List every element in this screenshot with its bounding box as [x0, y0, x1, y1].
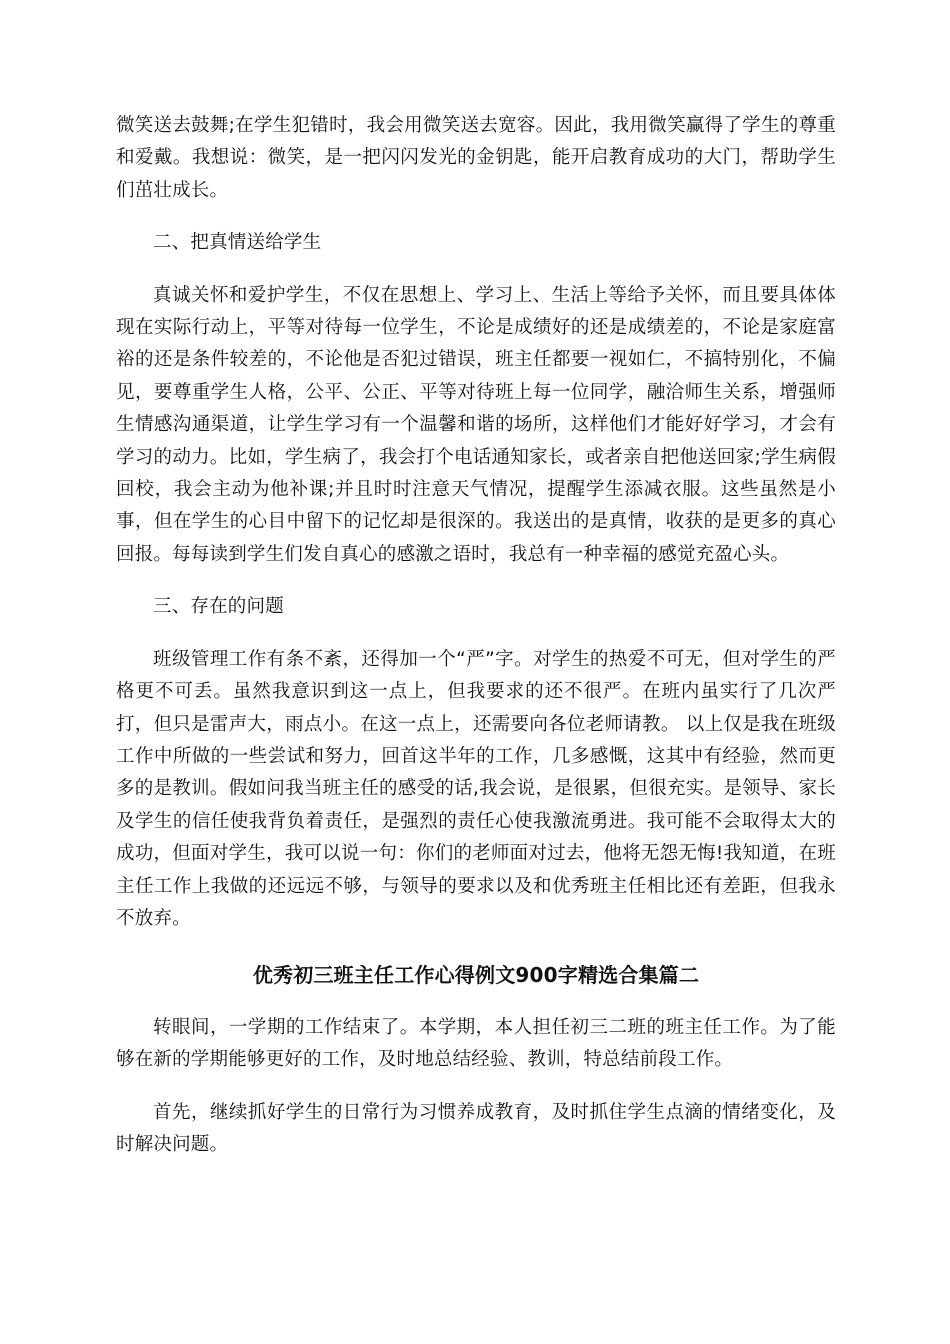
paragraph-four: 转眼间，一学期的工作结束了。本学期，本人担任初三二班的班主任工作。为了能够在新的学期能够更好的工作，及时地总结经验、教训，特总结前段工作。 — [116, 1016, 836, 1071]
paragraph-section-three: 班级管理工作有条不紊，还得加一个“严”字。对学生的热爱不可无，但对学生的严格更不可丢。虽然我意识到这一点上，但我要求的还不很严。在班内虽实行了几次严打，但只是雷声大，雨点小。在这一点上，还需要向各位老师请教。 以上仅是我在班级工作中所做的一些尝试和努力，回首这半年的工作，几多感慨，这其中有经验，然而更多的是教训。假如问我当班主任的感受的话,我会说，是很累，但很充实。是领导、家长及学生的信任使我背负着责任，是强烈的责任心使我激流勇进。我可能不会取得太大的成功，但面对学生，我可以说一句：你们的老师面对过去，他将无怨无悔!我知道，在班主任工作上我做的还远远不够，与领导的要求以及和优秀班主任相比还有差距，但我永不放弃。 — [116, 648, 836, 929]
paragraph-intro: 微笑送去鼓舞;在学生犯错时，我会用微笑送去宽容。因此，我用微笑赢得了学生的尊重和爱戴。我想说：微笑，是一把闪闪发光的金钥匙，能开启教育成功的大门，帮助学生们茁壮成长。 — [116, 115, 836, 201]
document-page — [116, 110, 836, 1161]
paragraph-five: 首先，继续抓好学生的日常行为习惯养成教育，及时抓住学生点滴的情绪变化，及时解决问题。 — [116, 1101, 836, 1155]
section-heading-three: 三、存在的问题 — [153, 596, 284, 618]
paragraph-section-two: 真诚关怀和爱护学生，不仅在思想上、学习上、生活上等给予关怀，而且要具体体现在实际行动上，平等对待每一位学生，不论是成绩好的还是成绩差的，不论是家庭富裕的还是条件较差的，不论他是否犯过错误，班主任都要一视如仁，不搞特别化，不偏见，要尊重学生人格，公平、公正、平等对待班上每一位同学，融洽师生关系，增强师生情感沟通渠道，让学生学习有一个温馨和谐的场所，这样他们才能好好学习，才会有学习的动力。比如，学生病了，我会打个电话通知家长，或者亲自把他送回家;学生病假回校，我会主动为他补课;并且时时注意天气情况，提醒学生添减衣服。这些虽然是小事，但在学生的心目中留下的记忆却是很深的。我送出的是真情，收获的是更多的真心回报。每每读到学生们发自真心的感激之语时，我总有一种幸福的感觉充盈心头。 — [116, 284, 836, 565]
article-title: 优秀初三班主任工作心得例文900字精选合集篇二 — [252, 963, 700, 988]
section-heading-two: 二、把真情送给学生 — [153, 232, 322, 254]
